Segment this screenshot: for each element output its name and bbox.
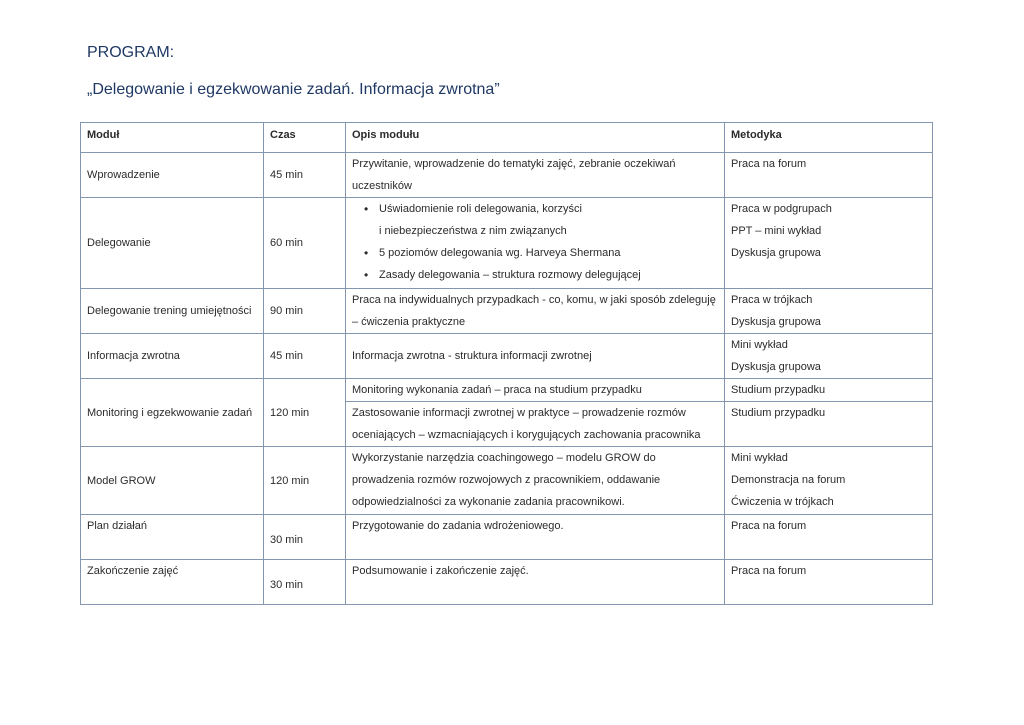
table-row bbox=[81, 334, 933, 379]
cell-description: Przywitanie, wprowadzenie do tematyki zajęć, zebranie oczekiwań uczestników bbox=[346, 153, 725, 198]
method-item: Praca w trójkach bbox=[731, 294, 813, 306]
method-item: Praca na forum bbox=[731, 520, 807, 532]
cell-method: Studium przypadku bbox=[725, 379, 933, 402]
bullet-continuation bbox=[379, 220, 718, 242]
table-row bbox=[81, 515, 933, 560]
cell-description: Wykorzystanie narzędzia coachingowego – modelu GROW do prowadzenia rozmów rozwojowych z pracownikiem, oddawanie odpowiedzialności za wykonanie zadania pracownikowi. bbox=[346, 447, 725, 515]
cell-time: 30 min bbox=[264, 515, 346, 560]
method-item: Dyskusja grupowa bbox=[731, 361, 821, 373]
cell-method bbox=[725, 153, 933, 198]
method-item: PPT – mini wykład bbox=[731, 225, 822, 237]
method-item: Ćwiczenia w trójkach bbox=[731, 496, 834, 508]
table-row bbox=[81, 289, 933, 334]
bullet-item: • Zasady delegowania – struktura rozmowy delegującej bbox=[379, 264, 718, 286]
program-table bbox=[80, 122, 933, 605]
cell-description: Przygotowanie do zadania wdrożeniowego. bbox=[346, 515, 725, 560]
cell-time: 90 min bbox=[264, 289, 346, 334]
cell-module: Informacja zwrotna bbox=[81, 334, 264, 379]
cell-time: 45 min bbox=[264, 334, 346, 379]
header-method: Metodyka bbox=[725, 123, 933, 153]
cell-module: Delegowanie bbox=[81, 198, 264, 289]
header-description: Opis modułu bbox=[346, 123, 725, 153]
cell-method bbox=[725, 515, 933, 560]
cell-module: Plan działań bbox=[81, 515, 264, 560]
cell-description: Informacja zwrotna - struktura informacji zwrotnej bbox=[346, 334, 725, 379]
cell-description: Praca na indywidualnych przypadkach - co, komu, w jaki sposób zdeleguję – ćwiczenia praktyczne bbox=[346, 289, 725, 334]
cell-description: Monitoring wykonania zadań – praca na studium przypadku bbox=[346, 379, 725, 402]
cell-method bbox=[725, 447, 933, 515]
table-row bbox=[81, 447, 933, 515]
table-row bbox=[81, 153, 933, 198]
table-row bbox=[81, 379, 933, 402]
page-title: PROGRAM: bbox=[87, 44, 175, 61]
cell-time: 30 min bbox=[264, 560, 346, 605]
bullet-item: • 5 poziomów delegowania wg. Harveya Shermana bbox=[379, 242, 718, 264]
header-module: Moduł bbox=[81, 123, 264, 153]
method-item: Dyskusja grupowa bbox=[731, 316, 821, 328]
bullet-list bbox=[352, 198, 718, 286]
cell-description bbox=[346, 198, 725, 289]
cell-description: Podsumowanie i zakończenie zajęć. bbox=[346, 560, 725, 605]
cell-method bbox=[725, 198, 933, 289]
cell-method bbox=[725, 560, 933, 605]
cell-module: Monitoring i egzekwowanie zadań bbox=[81, 379, 264, 447]
bullet-continuation-text: i niebezpieczeństwa z nim związanych bbox=[379, 225, 567, 237]
page-subtitle: „Delegowanie i egzekwowanie zadań. Informacja zwrotna” bbox=[87, 81, 500, 98]
table-row bbox=[81, 198, 933, 289]
table-row bbox=[81, 560, 933, 605]
cell-time: 60 min bbox=[264, 198, 346, 289]
method-item: Mini wykład bbox=[731, 452, 788, 464]
bullet-item: • Uświadomienie roli delegowania, korzyści bbox=[379, 198, 718, 220]
cell-time: 120 min bbox=[264, 447, 346, 515]
cell-method bbox=[725, 334, 933, 379]
cell-module: Delegowanie trening umiejętności bbox=[81, 289, 264, 334]
method-item: Dyskusja grupowa bbox=[731, 247, 821, 259]
cell-time: 120 min bbox=[264, 379, 346, 447]
cell-module: Wprowadzenie bbox=[81, 153, 264, 198]
cell-module: Model GROW bbox=[81, 447, 264, 515]
method-item: Praca na forum bbox=[731, 565, 807, 577]
method-item: Praca w podgrupach bbox=[731, 203, 832, 215]
table-header-row bbox=[81, 123, 933, 153]
cell-description: Zastosowanie informacji zwrotnej w praktyce – prowadzenie rozmów oceniających – wzmacniających i korygujących zachowania pracownika bbox=[346, 402, 725, 447]
cell-module: Zakończenie zajęć bbox=[81, 560, 264, 605]
cell-method bbox=[725, 289, 933, 334]
cell-method: Studium przypadku bbox=[725, 402, 933, 447]
method-item: Praca na forum bbox=[731, 158, 807, 170]
method-item: Demonstracja na forum bbox=[731, 474, 846, 486]
cell-time: 45 min bbox=[264, 153, 346, 198]
header-time: Czas bbox=[264, 123, 346, 153]
method-item: Mini wykład bbox=[731, 339, 788, 351]
